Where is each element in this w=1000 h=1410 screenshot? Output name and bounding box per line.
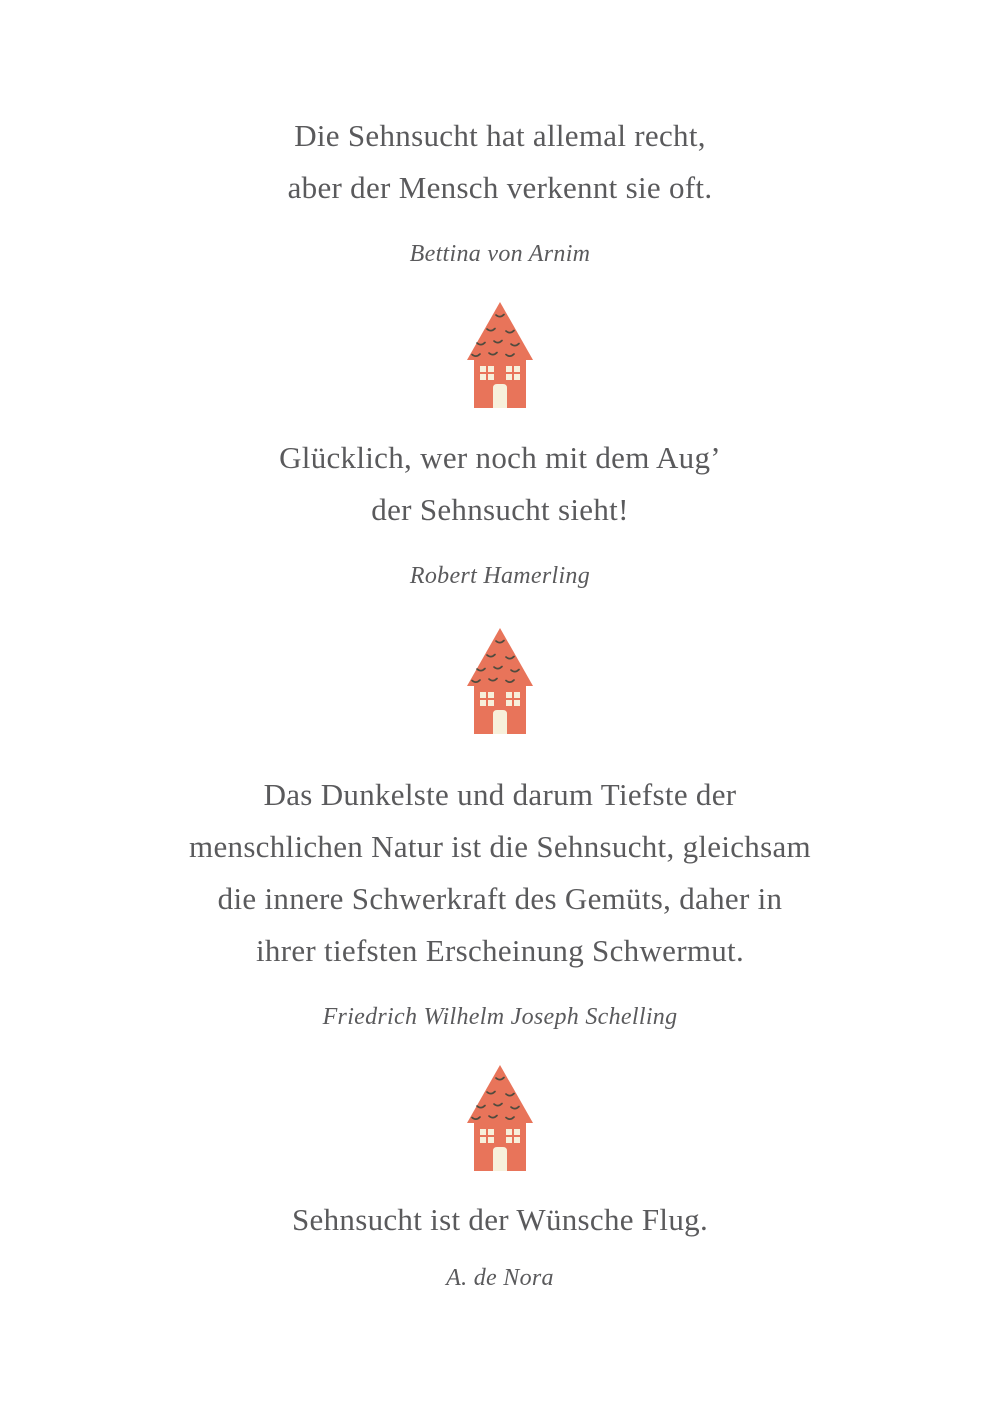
quote-line: Die Sehnsucht hat allemal recht, (294, 118, 706, 153)
quote-line: die innere Schwerkraft des Gemüts, daher in (217, 881, 783, 916)
quote-block-1 (288, 110, 713, 274)
quote-author: Bettina von Arnim (409, 241, 591, 267)
quote-author: Robert Hamerling (409, 563, 591, 589)
quote-block-4 (292, 1194, 708, 1298)
quote-line: Das Dunkelste und darum Tiefste der (263, 777, 737, 812)
house-divider (467, 628, 533, 734)
house-icon (467, 302, 533, 408)
quote-block-3 (189, 769, 811, 1037)
quote-line: Glücklich, wer noch mit dem Aug’ (279, 440, 721, 475)
quote-line: ihrer tiefsten Erscheinung Schwermut. (255, 933, 744, 968)
quote-line: menschlichen Natur ist die Sehnsucht, gleichsam (189, 829, 811, 864)
quote-author: A. de Nora (446, 1265, 554, 1291)
house-icon (467, 1065, 533, 1171)
quote-block-2 (279, 432, 721, 596)
quote-line: aber der Mensch verkennt sie oft. (287, 170, 713, 205)
house-divider (467, 1065, 533, 1171)
quote-line: Sehnsucht ist der Wünsche Flug. (292, 1202, 708, 1237)
house-icon (467, 628, 533, 734)
house-divider (467, 302, 533, 408)
quote-author: Friedrich Wilhelm Joseph Schelling (322, 1004, 678, 1030)
quote-line: der Sehnsucht sieht! (371, 492, 629, 527)
